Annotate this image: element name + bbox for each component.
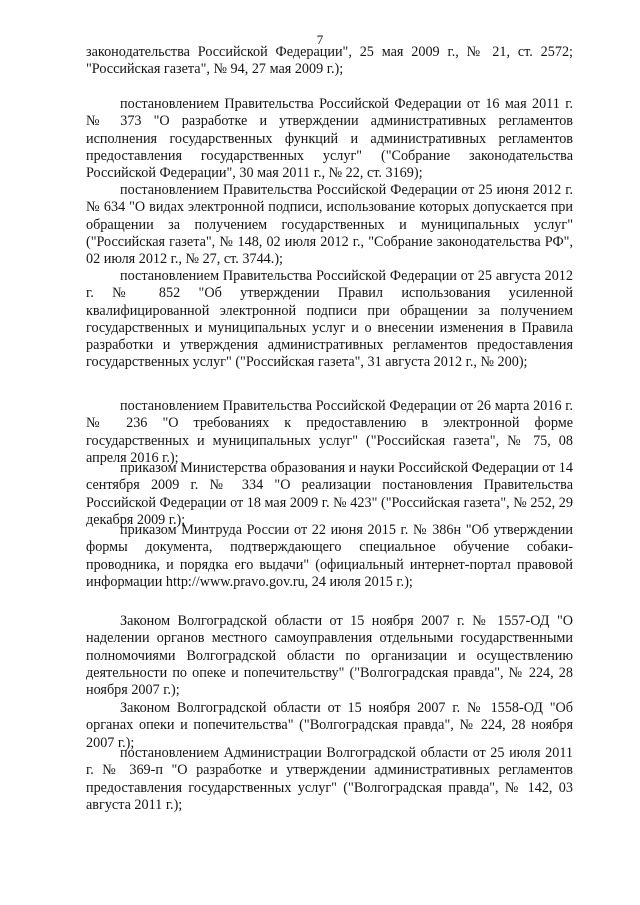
- paragraph-law-1557-od: Законом Волгоградской области от 15 ноября 2007 г. № 1557-ОД "О наделении органов местного самоуправления отдельными государственными полномочиями Волгоградской области по организации и осуществлению деятельности по опеке и попечительству" ("Волгоградская правда", № 224, 28 ноября 2007 г.);: [86, 613, 573, 699]
- paragraph-continuation: законодательства Российской Федерации", 25 мая 2009 г., № 21, ст. 2572; "Российская газета", № 94, 27 мая 2009 г.);: [86, 44, 573, 78]
- paragraph-decree-634: постановлением Правительства Российской Федерации от 25 июня 2012 г. № 634 "О видах электронной подписи, использование которых допускается при обращении за получением государственных и муниципальных услуг" ("Российская газета", № 148, 02 июля 2012 г., "Собрание законодательства РФ", 02 июля 2012 г., № 27, ст. 3744.);: [86, 182, 573, 268]
- paragraph-decree-852: постановлением Правительства Российской Федерации от 25 августа 2012 г. № 852 "Об утверждении Правил использования усиленной квалифицированной электронной подписи при обращении за получением государственных и муниципальных услуг и о внесении изменения в Правила разработки и утверждения административных регламентов предоставления государственных услуг" ("Российская газета", 31 августа 2012 г., № 200);: [86, 268, 573, 371]
- paragraph-order-386n: приказом Минтруда России от 22 июня 2015 г. № 386н "Об утверждении формы документа, подтверждающего специальное обучение собаки-проводника, и порядка его выдачи" (официальный интернет-портал правовой информации http://www.pravo.gov.ru, 24 июля 2015 г.);: [86, 522, 573, 590]
- paragraph-decree-236: постановлением Правительства Российской Федерации от 26 марта 2016 г. № 236 "О требованиях к предоставлению в электронной форме государственных и муниципальных услуг" ("Российская газета", № 75, 08 апреля 2016 г.);: [86, 398, 573, 466]
- paragraph-decree-369-p: постановлением Администрации Волгоградской области от 25 июля 2011 г. № 369-п "О разработке и утверждении административных регламентов предоставления государственных услуг" ("Волгоградская правда", № 142, 03 августа 2011 г.);: [86, 745, 573, 813]
- paragraph-law-1558-od: Законом Волгоградской области от 15 ноября 2007 г. № 1558-ОД "Об органах опеки и попечительства" ("Волгоградская правда", № 224, 28 ноября 2007 г.);: [86, 700, 573, 751]
- paragraph-order-334: приказом Министерства образования и науки Российской Федерации от 14 сентября 2009 г. № 334 "О реализации постановления Правительства Российской Федерации от 18 мая 2009 г. № 423" ("Российская газета", № 252, 29 декабря 2009 г.);: [86, 460, 573, 528]
- page-number: 7: [316, 32, 324, 47]
- paragraph-decree-373: постановлением Правительства Российской Федерации от 16 мая 2011 г. № 373 "О разработке и утверждении административных регламентов исполнения государственных функций и административных регламентов предоставления государственных услуг" ("Собрание законодательства Российской Федерации", 30 мая 2011 г., № 22, ст. 3169);: [86, 96, 573, 182]
